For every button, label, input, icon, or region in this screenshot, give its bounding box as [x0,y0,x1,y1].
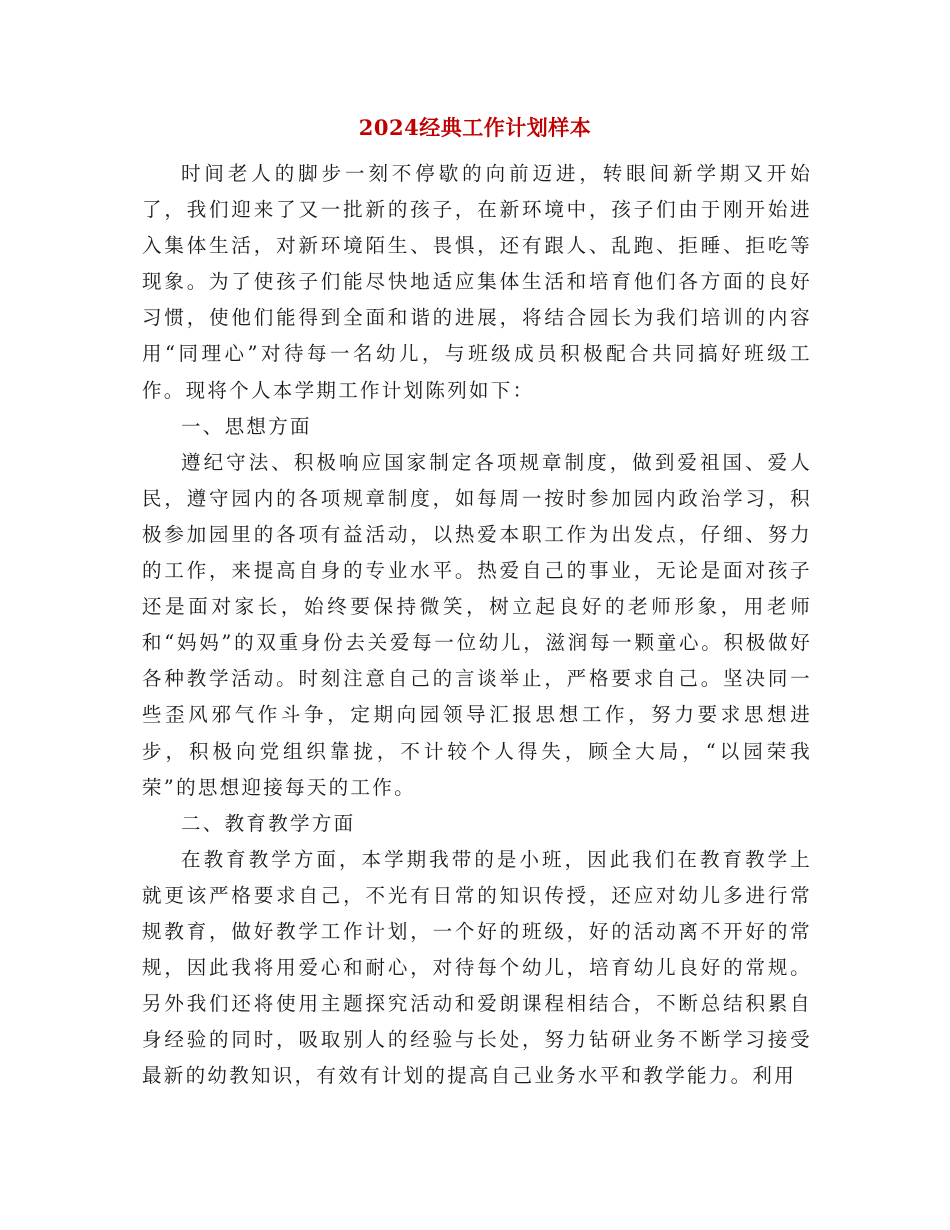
teaching-paragraph: 在教育教学方面，本学期我带的是小班，因此我们在教育教学上就更该严格要求自己，不光有日常的知识传授，还应对幼儿多进行常规教育，做好教学工作计划，一个好的班级，好的活动离不开好的常规，因此我将用爱心和耐心，对待每个幼儿，培育幼儿良好的常规。另外我们还将使用主题探究活动和爱朗课程相结合，不断总结积累自身经验的同时，吸取别人的经验与长处，努力钻研业务不断学习接受最新的幼教知识，有效有计划的提高自己业务水平和教学能力。利用 [142,847,812,1088]
document-title: 2024经典工作计划样本 [358,115,592,140]
intro-paragraph: 时间老人的脚步一刻不停歇的向前迈进，转眼间新学期又开始了，我们迎来了又一批新的孩子，在新环境中，孩子们由于刚开始进入集体生活，对新环境陌生、畏惧，还有跟人、乱跑、拒睡、拒吃等现象。为了使孩子们能尽快地适应集体生活和培育他们各方面的良好习惯，使他们能得到全面和谐的进展，将结合园长为我们培训的内容用“同理心”对待每一名幼儿，与班级成员积极配合共同搞好班级工作。现将个人本学期工作计划陈列如下： [142,162,812,402]
section-heading-thought: 一、思想方面 [181,414,312,438]
section-heading-teaching: 二、教育教学方面 [181,811,356,835]
document-body [142,156,812,1094]
thought-paragraph: 遵纪守法、积极响应国家制定各项规章制度，做到爱祖国、爱人民，遵守园内的各项规章制度，如每周一按时参加园内政治学习，积极参加园里的各项有益活动，以热爱本职工作为出发点，仔细、努力的工作，来提高自身的专业水平。热爱自己的事业，无论是面对孩子还是面对家长，始终要保持微笑，树立起良好的老师形象，用老师和“妈妈”的双重身份去关爱每一位幼儿，滋润每一颗童心。积极做好各种教学活动。时刻注意自己的言谈举止，严格要求自己。坚决同一些歪风邪气作斗争，定期向园领导汇报思想工作，努力要求思想进步，积极向党组织靠拢，不计较个人得失，顾全大局，“以园荣我荣”的思想迎接每天的工作。 [142,450,812,799]
